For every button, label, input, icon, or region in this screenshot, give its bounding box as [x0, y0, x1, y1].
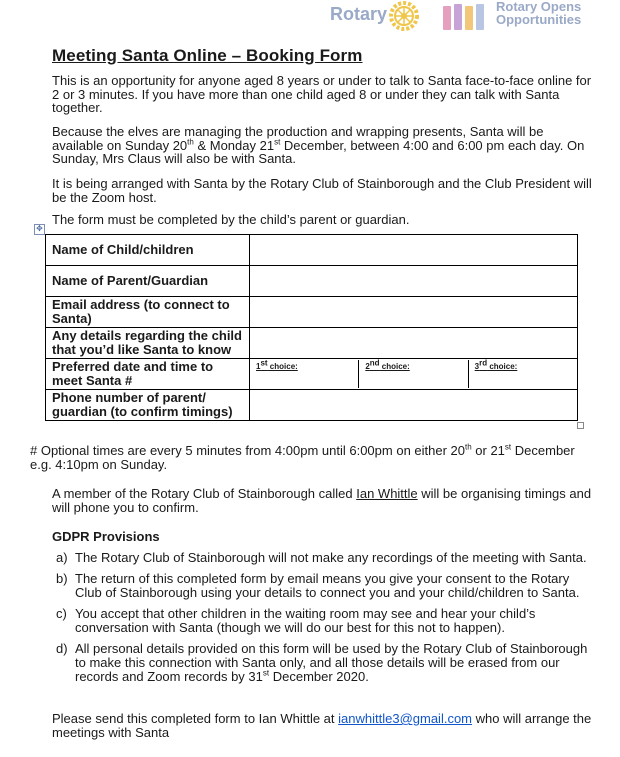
table-row — [46, 390, 578, 421]
list-text: You accept that other children in the waiting room may see and hear your child’s conversation with Santa (though we will do our best for this not to happen). — [75, 606, 536, 635]
text-run: & Monday 21 — [193, 137, 275, 153]
third-choice-field[interactable] — [468, 360, 577, 388]
gdpr-list — [52, 551, 592, 691]
row-label: Any details regarding the child that you’d like Santa to know — [46, 328, 250, 359]
rotary-wordmark: Rotary — [330, 4, 388, 24]
row-label: Name of Child/children — [46, 235, 250, 266]
choice-number: 2 — [365, 362, 370, 371]
rotary-opens-opportunities-text — [496, 0, 581, 26]
table-row — [46, 235, 578, 266]
booking-form-table — [45, 234, 578, 421]
list-text: The Rotary Club of Stainborough will not make any recordings of the meeting with Santa. — [75, 550, 587, 565]
parent-name-field[interactable] — [250, 266, 578, 297]
rotary-opens-opportunities-logo-icon — [442, 2, 486, 32]
gdpr-heading: GDPR Provisions — [52, 529, 160, 544]
choice-label: choice: — [267, 362, 298, 371]
table-row — [46, 359, 578, 390]
preferred-time-cell — [250, 359, 578, 390]
list-item — [52, 642, 592, 684]
list-marker: c) — [56, 606, 67, 621]
phone-field[interactable] — [250, 390, 578, 421]
choice-number: 3 — [474, 362, 480, 371]
child-name-field[interactable] — [250, 235, 578, 266]
text-run: December e.g. 4:10pm on Sunday. — [30, 443, 575, 472]
superscript: st — [260, 358, 268, 368]
text-run: All personal details provided on this form will be used by the Rotary Club of Stainborough to make this connection with Santa only, and all those details will be erased from our records and Zoom records by 31 — [75, 641, 588, 684]
table-row — [46, 328, 578, 359]
row-label: Preferred date and time to meet Santa # — [46, 359, 250, 390]
superscript: st — [504, 442, 512, 452]
row-label: Email address (to connect to Santa) — [46, 297, 250, 328]
logo-text-line: Opportunities — [496, 12, 582, 27]
first-choice-field[interactable] — [250, 360, 358, 388]
intro-paragraph: This is an opportunity for anyone aged 8 years or under to talk to Santa face-to-face online for 2 or 3 minutes. If you have more than one child aged 8 or under they can talk with Santa together. — [52, 73, 592, 115]
superscript: th — [465, 442, 472, 452]
text-run: December, between 4:00 and 6:00 pm each day. On Sunday, Mrs Claus will also be with Santa. — [52, 137, 585, 166]
text-run: # Optional times are every 5 minutes from 4:00pm until 6:00pm on either 20 — [30, 443, 465, 458]
list-marker: b) — [56, 571, 68, 586]
superscript: st — [274, 137, 281, 147]
table-resize-handle-icon[interactable] — [577, 422, 584, 429]
row-label: Name of Parent/Guardian — [46, 266, 250, 297]
superscript: rd — [479, 358, 488, 368]
page-title: Meeting Santa Online – Booking Form — [52, 46, 363, 65]
text-run: Please send this completed form to Ian Whittle at — [52, 711, 339, 726]
guardian-note: The form must be completed by the child’s parent or guardian. — [52, 212, 410, 227]
text-run: Because the elves are managing the production and wrapping presents, Santa will be available on Sunday 20 — [52, 124, 544, 153]
text-run: will be organising timings and will phone you to confirm. — [52, 486, 592, 515]
table-move-handle-icon[interactable]: ✥ — [34, 224, 45, 235]
organiser-name: Ian Whittle — [356, 486, 418, 501]
table-row — [46, 297, 578, 328]
second-choice-field[interactable] — [358, 360, 467, 388]
choice-label: choice: — [487, 362, 518, 371]
organiser-paragraph — [52, 487, 592, 514]
optional-times-note — [30, 444, 590, 471]
availability-paragraph — [52, 125, 592, 166]
choice-number: 1 — [256, 362, 261, 371]
text-run: A member of the Rotary Club of Stainborough called — [52, 486, 357, 501]
list-item — [52, 551, 592, 565]
text-run: December 2020. — [269, 669, 369, 684]
table-row — [46, 266, 578, 297]
superscript: nd — [369, 358, 380, 368]
rotary-gear-icon — [388, 0, 420, 32]
list-text — [75, 642, 592, 684]
closing-paragraph — [52, 712, 592, 739]
choice-label: choice: — [379, 362, 410, 371]
list-text: The return of this completed form by email means you give your consent to the Rotary Club of Stainborough using your details to connect you and your child/children to Santa. — [75, 571, 580, 600]
list-marker: a) — [56, 550, 68, 565]
logo-text-line: Rotary Opens — [496, 0, 582, 14]
text-run: who will arrange the meetings with Santa — [52, 711, 592, 740]
list-item — [52, 572, 592, 600]
row-label: Phone number of parent/ guardian (to confirm timings) — [46, 390, 250, 421]
child-details-field[interactable] — [250, 328, 578, 359]
arrangement-paragraph: It is being arranged with Santa by the Rotary Club of Stainborough and the Club President will be the Zoom host. — [52, 176, 592, 205]
email-link[interactable]: ianwhittle3@gmail.com — [338, 711, 472, 726]
list-item — [52, 607, 592, 635]
list-marker: d) — [56, 641, 68, 656]
superscript: th — [187, 137, 194, 147]
text-run: or 21 — [471, 443, 505, 458]
email-field[interactable] — [250, 297, 578, 328]
superscript: st — [262, 668, 270, 678]
